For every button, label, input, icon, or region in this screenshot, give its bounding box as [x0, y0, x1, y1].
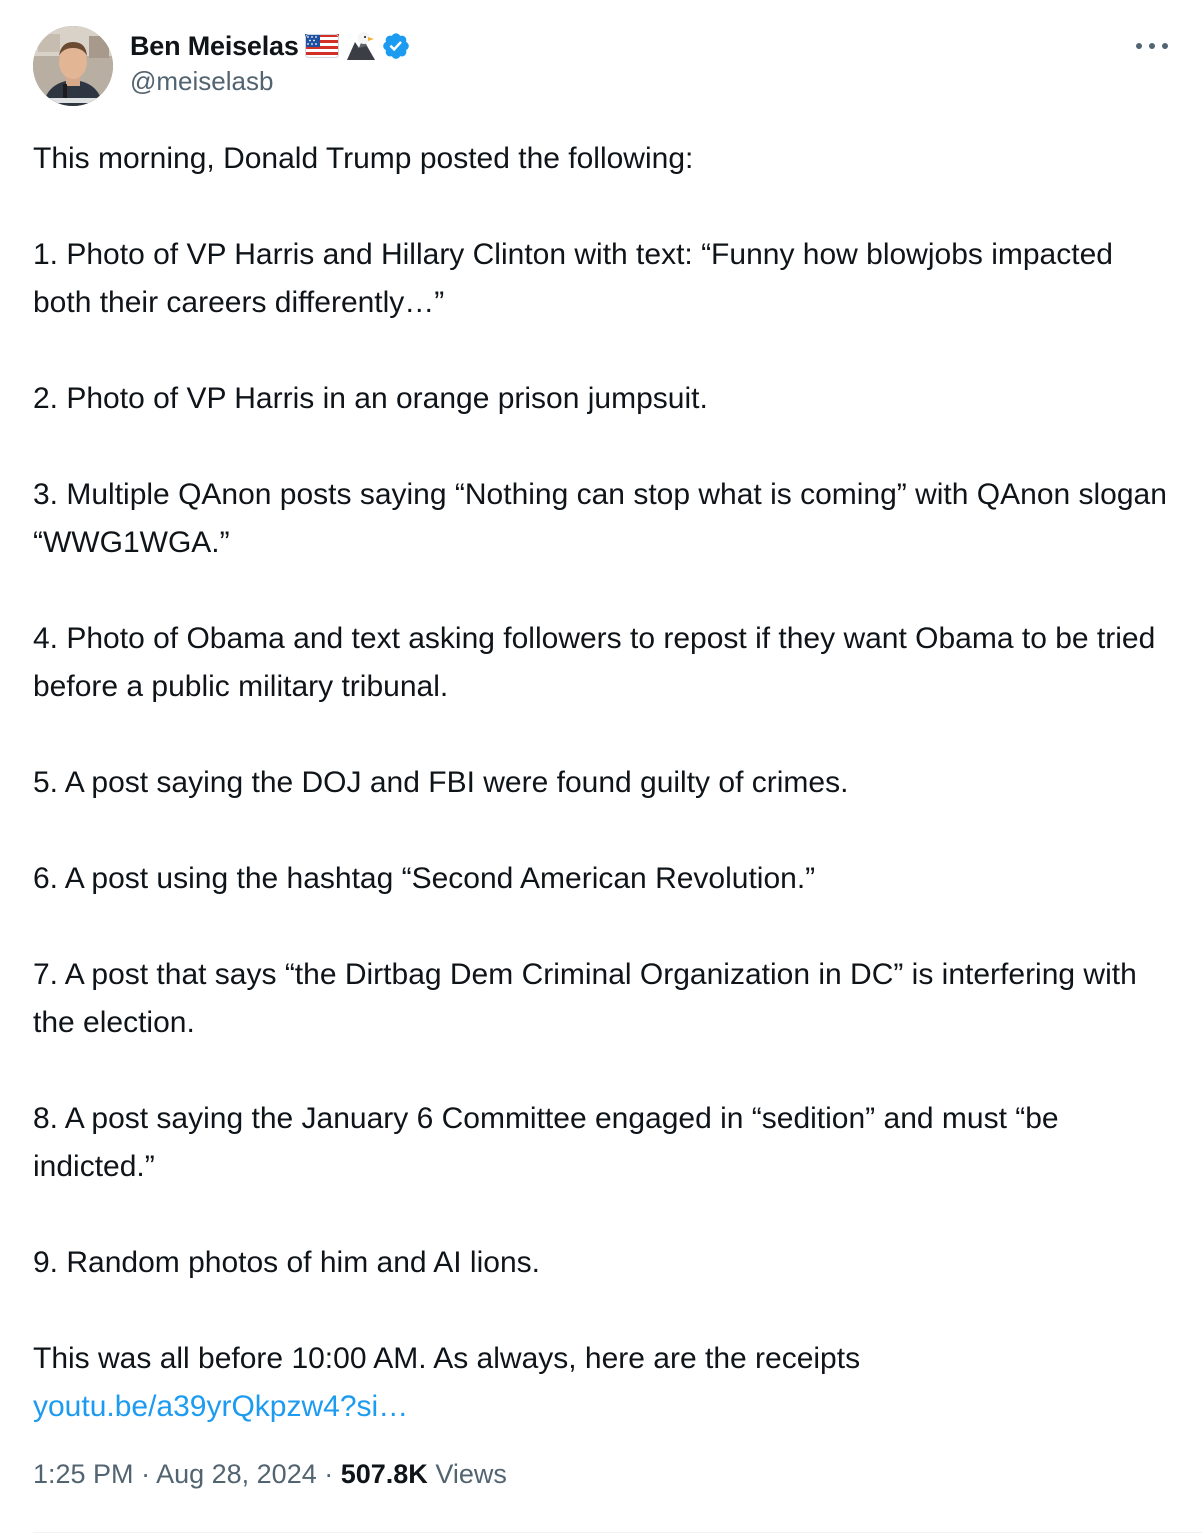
- tweet-paragraph-text: This was all before 10:00 AM. As always, here are the receipts: [33, 1342, 861, 1375]
- tweet-header: [33, 26, 1172, 106]
- meta-separator: ·: [316, 1459, 341, 1489]
- divider: [33, 1532, 1202, 1533]
- tweet-paragraph: 6. A post using the hashtag “Second American Revolution.”: [33, 862, 816, 895]
- tweet-paragraph-final: [33, 1335, 1173, 1431]
- author-info: [130, 28, 411, 97]
- tweet-paragraph: 7. A post that says “the Dirtbag Dem Criminal Organization in DC” is interfering with the election.: [33, 958, 1137, 1039]
- views-label: Views: [427, 1459, 507, 1489]
- tweet-metadata: [33, 1459, 507, 1490]
- avatar-image: [33, 26, 113, 106]
- views-count: 507.8K: [340, 1459, 428, 1489]
- tweet-paragraph: This morning, Donald Trump posted the following:: [33, 142, 694, 175]
- tweet-paragraph: 2. Photo of VP Harris in an orange prison jumpsuit.: [33, 382, 708, 415]
- tweet-text: [33, 135, 1173, 1431]
- tweet-paragraph: 5. A post saying the DOJ and FBI were found guilty of crimes.: [33, 766, 849, 799]
- verified-badge-icon[interactable]: [381, 31, 411, 61]
- tweet-date[interactable]: Aug 28, 2024: [156, 1459, 317, 1489]
- tweet-paragraph: 8. A post saying the January 6 Committee engaged in “sedition” and must “be indicted.”: [33, 1102, 1059, 1183]
- tweet-paragraph: 4. Photo of Obama and text asking followers to repost if they want Obama to be tried before a public military tribunal.: [33, 622, 1156, 703]
- tweet-paragraph: 3. Multiple QAnon posts saying “Nothing can stop what is coming” with QAnon slogan “WWG1WGA.”: [33, 478, 1167, 559]
- youtube-link[interactable]: youtu.be/a39yrQkpzw4?si…: [33, 1390, 409, 1423]
- tweet-paragraph: 1. Photo of VP Harris and Hillary Clinton with text: “Funny how blowjobs impacted both their careers differently…”: [33, 238, 1113, 319]
- tweet-time[interactable]: 1:25 PM: [33, 1459, 134, 1489]
- meta-separator: ·: [133, 1459, 157, 1489]
- author-name-row: [130, 28, 411, 64]
- eagle-icon: [345, 30, 377, 62]
- author-display-name[interactable]: Ben Meiselas: [130, 30, 299, 61]
- more-options-icon[interactable]: [1132, 34, 1172, 58]
- us-flag-icon: [305, 34, 339, 58]
- author-handle[interactable]: @meiselasb: [130, 66, 274, 96]
- avatar[interactable]: [33, 26, 113, 106]
- tweet-paragraph: 9. Random photos of him and AI lions.: [33, 1246, 540, 1279]
